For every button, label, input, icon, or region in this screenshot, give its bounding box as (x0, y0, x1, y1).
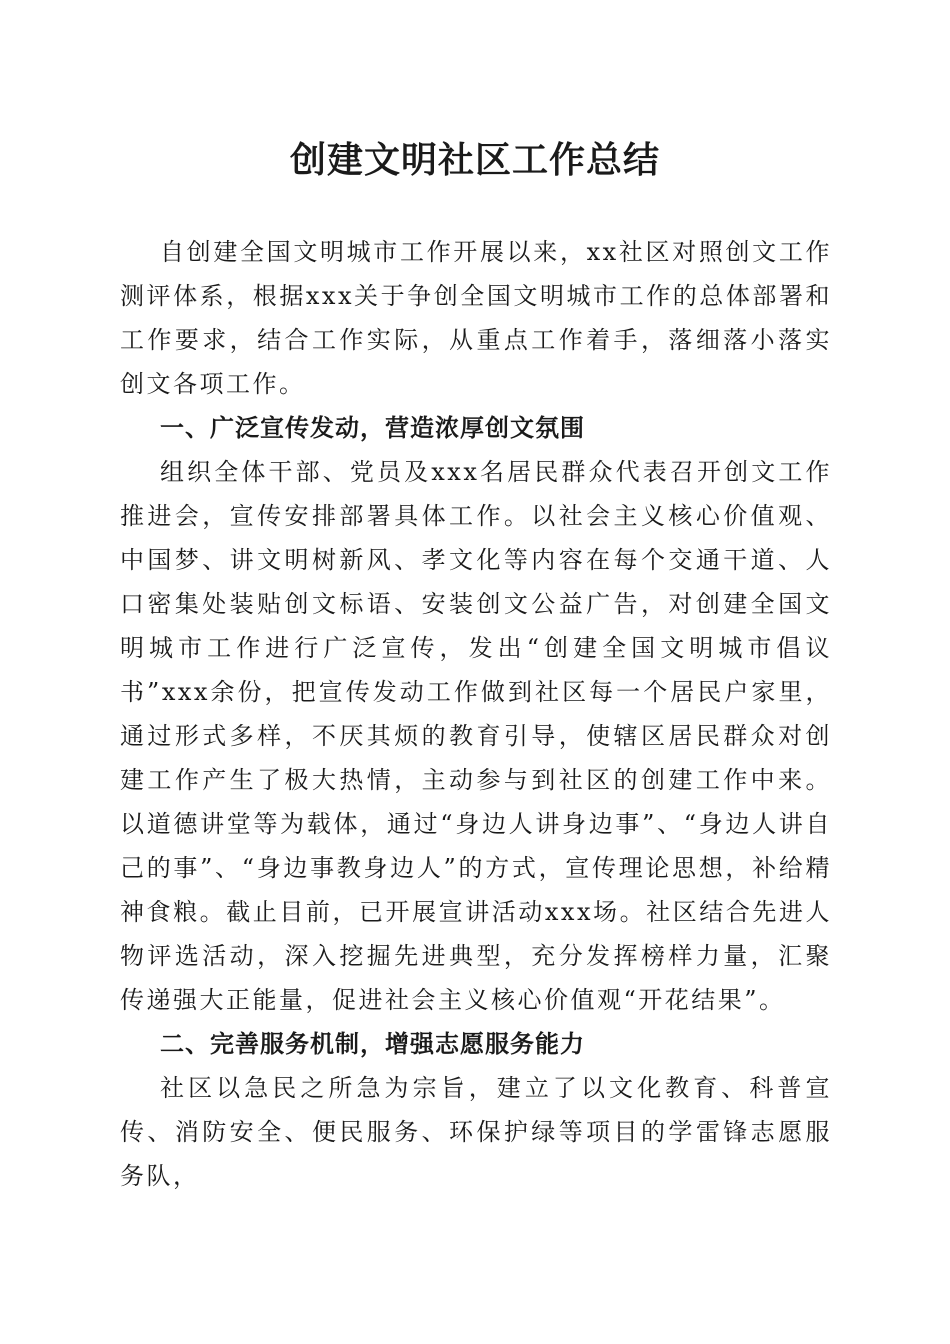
section-heading-2: 二、完善服务机制，增强志愿服务能力 (160, 1030, 585, 1058)
document-title: 创建文明社区工作总结 (289, 139, 660, 181)
section-heading-1: 一、广泛宣传发动，营造浓厚创文氛围 (160, 414, 585, 442)
section-paragraph-1: 组织全体干部、党员及xxx名居民群众代表召开创文工作推进会，宣传安排部署具体工作。以社会主义核心价值观、中国梦、讲文明树新风、孝文化等内容在每个交通干道、人口密集处装贴创文标语、安装创文公益广告，对创建全国文明城市工作进行广泛宣传，发出“创建全国文明城市倡议书”xxx余份，把宣传发动工作做到社区每一个居民户家里，通过形式多样，不厌其烦的教育引导，使辖区居民群众对创建工作产生了极大热情，主动参与到社区的创建工作中来。以道德讲堂等为载体，通过“身边人讲身边事”、“身边人讲自己的事”、“身边事教身边人”的方式，宣传理论思想，补给精神食粮。截止目前，已开展宣讲活动xxx场。社区结合先进人物评选活动，深入挖掘先进典型，充分发挥榜样力量，汇聚传递强大正能量，促进社会主义核心价值观“开花结果”。 (120, 458, 832, 1014)
document-body (120, 230, 832, 1198)
intro-paragraph: 自创建全国文明城市工作开展以来，xx社区对照创文工作测评体系，根据xxx关于争创全国文明城市工作的总体部署和工作要求，结合工作实际，从重点工作着手，落细落小落实创文各项工作。 (120, 238, 832, 398)
section-paragraph-2: 社区以急民之所急为宗旨，建立了以文化教育、科普宣传、消防安全、便民服务、环保护绿等项目的学雷锋志愿服务队， (120, 1074, 832, 1190)
